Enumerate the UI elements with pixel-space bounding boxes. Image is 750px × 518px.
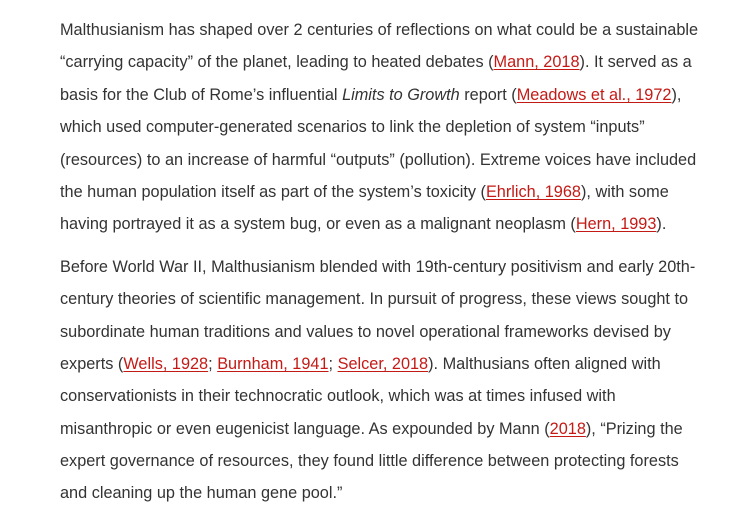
text-run: the human population itself as part of the system’s toxicity ( (60, 182, 486, 201)
text-line (60, 445, 750, 477)
text-run: ), “Prizing the (585, 419, 683, 438)
text-run: misanthropic or even eugenicist language. As expounded by Mann ( (60, 419, 550, 438)
citation-meadows-1972-link[interactable]: Meadows et al., 1972 (516, 85, 672, 104)
text-line (60, 316, 750, 348)
italic-title: Limits to Growth (342, 85, 460, 104)
text-run: which used computer-generated scenarios to link the depletion of system “inputs” (60, 118, 645, 137)
text-line (60, 79, 750, 111)
citation-burnham-1941-link[interactable]: Burnham, 1941 (217, 354, 329, 373)
text-line (60, 413, 750, 445)
text-run: and cleaning up the human gene pool.” (60, 484, 343, 503)
citation-selcer-2018-link[interactable]: Selcer, 2018 (337, 354, 429, 373)
text-line (60, 283, 750, 315)
text-run: Malthusianism has shaped over 2 centuries of reflections on what could be a sustainable (60, 21, 699, 39)
text-run: having portrayed it as a system bug, or even as a malignant neoplasm ( (60, 215, 576, 234)
text-line (60, 46, 750, 78)
text-run: “carrying capacity” of the planet, leading to heated debates ( (60, 53, 494, 72)
text-run: report ( (459, 85, 517, 104)
text-run: expert governance of resources, they found little difference between protecting forests (60, 452, 679, 471)
text-run: ). (656, 215, 667, 234)
text-line (60, 251, 750, 283)
text-run: ), (671, 85, 682, 104)
text-line (60, 14, 750, 46)
text-line (60, 111, 750, 143)
paragraph-before-world-war-ii (60, 251, 750, 510)
text-run: basis for the Club of Rome’s influential (60, 85, 343, 104)
text-line (60, 176, 750, 208)
text-run: ). Malthusians often aligned with (428, 354, 661, 373)
text-run: ). It served as a (579, 53, 692, 72)
text-line (60, 477, 750, 509)
text-run: ; (208, 354, 218, 373)
text-run: ), with some (580, 182, 669, 201)
citation-wells-1928-link[interactable]: Wells, 1928 (123, 354, 209, 373)
article-body (60, 14, 750, 510)
citation-mann-2018-link[interactable]: Mann, 2018 (493, 53, 580, 72)
text-run: (resources) to an increase of harmful “outputs” (pollution). Extreme voices have included (60, 150, 697, 169)
text-run: subordinate human traditions and values to novel operational frameworks devised by (60, 322, 671, 341)
text-run: century theories of scientific management. In pursuit of progress, these views sought to (60, 290, 689, 309)
text-line (60, 144, 750, 176)
citation-hern-1993-link[interactable]: Hern, 1993 (575, 215, 657, 234)
text-run: Before World War II, Malthusianism blended with 19th-century positivism and early 20th- (60, 257, 696, 276)
paragraph-malthusianism-overview (60, 14, 750, 241)
text-line (60, 348, 750, 380)
citation-mann-2018-year-link[interactable]: 2018 (549, 419, 586, 438)
text-run: conservationists in their technocratic outlook, which was at times infused with (60, 387, 616, 406)
text-run: ; (328, 354, 338, 373)
text-run: experts ( (60, 354, 124, 373)
text-line (60, 380, 750, 412)
text-line (60, 208, 750, 240)
citation-ehrlich-1968-link[interactable]: Ehrlich, 1968 (485, 182, 581, 201)
